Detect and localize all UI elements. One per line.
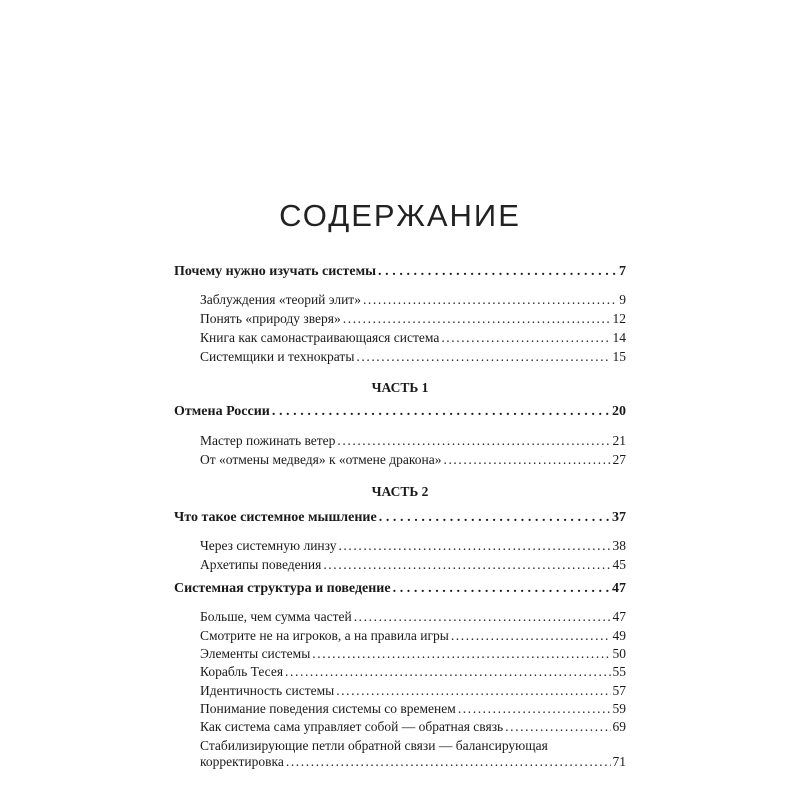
item-title-line2-row bbox=[200, 754, 626, 770]
toc-item[interactable] bbox=[200, 292, 626, 308]
toc-item[interactable] bbox=[200, 719, 626, 735]
page-number: 59 bbox=[612, 701, 626, 716]
page-number: 15 bbox=[612, 349, 626, 364]
chapter-title: Что такое системное мышление bbox=[174, 510, 377, 525]
leader-dots bbox=[441, 330, 610, 346]
toc-item[interactable] bbox=[200, 311, 626, 327]
page-number: 12 bbox=[612, 311, 626, 326]
leader-dots bbox=[336, 683, 610, 699]
page-number: 55 bbox=[612, 664, 626, 679]
leader-dots bbox=[393, 581, 610, 597]
page-number: 50 bbox=[612, 646, 626, 661]
leader-dots bbox=[312, 646, 610, 662]
leader-dots bbox=[285, 664, 610, 680]
page-number: 37 bbox=[612, 510, 626, 525]
item-title: От «отмены медведя» к «отмене дракона» bbox=[200, 452, 442, 467]
page-number: 49 bbox=[612, 628, 626, 643]
item-title: Системщики и технократы bbox=[200, 349, 355, 364]
item-title: Понимание поведения системы со временем bbox=[200, 701, 456, 716]
toc-chapter[interactable] bbox=[174, 510, 626, 526]
item-title: Заблуждения «теорий элит» bbox=[200, 292, 361, 307]
chapter-title: Отмена России bbox=[174, 404, 270, 419]
page-number: 7 bbox=[619, 264, 626, 279]
toc-item[interactable] bbox=[200, 433, 626, 449]
leader-dots bbox=[323, 557, 610, 573]
toc-item[interactable] bbox=[200, 557, 626, 573]
item-title-line2: корректировка bbox=[200, 754, 284, 769]
toc-chapter[interactable] bbox=[174, 581, 626, 597]
leader-dots bbox=[379, 510, 610, 526]
page-number: 71 bbox=[612, 754, 626, 769]
item-title: Идентичность системы bbox=[200, 683, 335, 698]
item-title: Как система сама управляет собой — обратная связь bbox=[200, 719, 504, 734]
item-title: Смотрите не на игроков, а на правила игры bbox=[200, 628, 449, 643]
leader-dots bbox=[338, 538, 610, 554]
leader-dots bbox=[356, 349, 610, 365]
page-number: 9 bbox=[619, 292, 626, 307]
item-title: Книга как самонастраивающаяся система bbox=[200, 330, 440, 345]
item-title: Через системную линзу bbox=[200, 538, 337, 553]
toc-item[interactable] bbox=[200, 628, 626, 644]
leader-dots bbox=[272, 404, 610, 420]
item-title: Корабль Тесея bbox=[200, 664, 284, 679]
item-title: Архетипы поведения bbox=[200, 557, 322, 572]
page-number: 47 bbox=[612, 609, 626, 624]
page-number: 21 bbox=[612, 433, 626, 448]
item-title: Мастер пожинать ветер bbox=[200, 433, 336, 448]
page-number: 27 bbox=[612, 452, 626, 467]
item-title: Понять «природу зверя» bbox=[200, 311, 341, 326]
page-number: 47 bbox=[612, 581, 626, 596]
toc-item[interactable] bbox=[200, 538, 626, 554]
toc-item[interactable] bbox=[200, 609, 626, 625]
chapter-title: Почему нужно изучать системы bbox=[174, 264, 377, 279]
chapter-title: Системная структура и поведение bbox=[174, 581, 391, 596]
toc-item[interactable] bbox=[200, 683, 626, 699]
page-number: 14 bbox=[612, 330, 626, 345]
leader-dots bbox=[378, 264, 617, 280]
toc-item[interactable] bbox=[200, 701, 626, 717]
page-number: 45 bbox=[612, 557, 626, 572]
toc-item[interactable] bbox=[200, 738, 626, 770]
item-title: Элементы системы bbox=[200, 646, 311, 661]
item-title: Больше, чем сумма частей bbox=[200, 609, 352, 624]
toc-item[interactable] bbox=[200, 664, 626, 680]
page-number: 57 bbox=[612, 683, 626, 698]
page-number: 69 bbox=[612, 719, 626, 734]
leader-dots bbox=[451, 628, 611, 644]
leader-dots bbox=[354, 609, 611, 625]
toc-item[interactable] bbox=[200, 349, 626, 365]
leader-dots bbox=[458, 701, 611, 717]
leader-dots bbox=[505, 719, 610, 735]
part-heading: ЧАСТЬ 2 bbox=[371, 484, 429, 499]
leader-dots bbox=[337, 433, 610, 449]
leader-dots bbox=[363, 292, 617, 308]
item-title-line1: Стабилизирующие петли обратной связи — балансирующая bbox=[200, 738, 548, 753]
leader-dots bbox=[286, 754, 611, 770]
toc-chapter[interactable] bbox=[174, 404, 626, 420]
part-heading: ЧАСТЬ 1 bbox=[371, 380, 429, 395]
toc-item[interactable] bbox=[200, 452, 626, 468]
page-number: 38 bbox=[612, 538, 626, 553]
page-number: 20 bbox=[612, 404, 626, 419]
toc-item[interactable] bbox=[200, 330, 626, 346]
toc-item[interactable] bbox=[200, 646, 626, 662]
page-title: СОДЕРЖАНИЕ bbox=[279, 198, 521, 233]
leader-dots bbox=[443, 452, 610, 468]
leader-dots bbox=[343, 311, 611, 327]
toc-chapter[interactable] bbox=[174, 264, 626, 280]
